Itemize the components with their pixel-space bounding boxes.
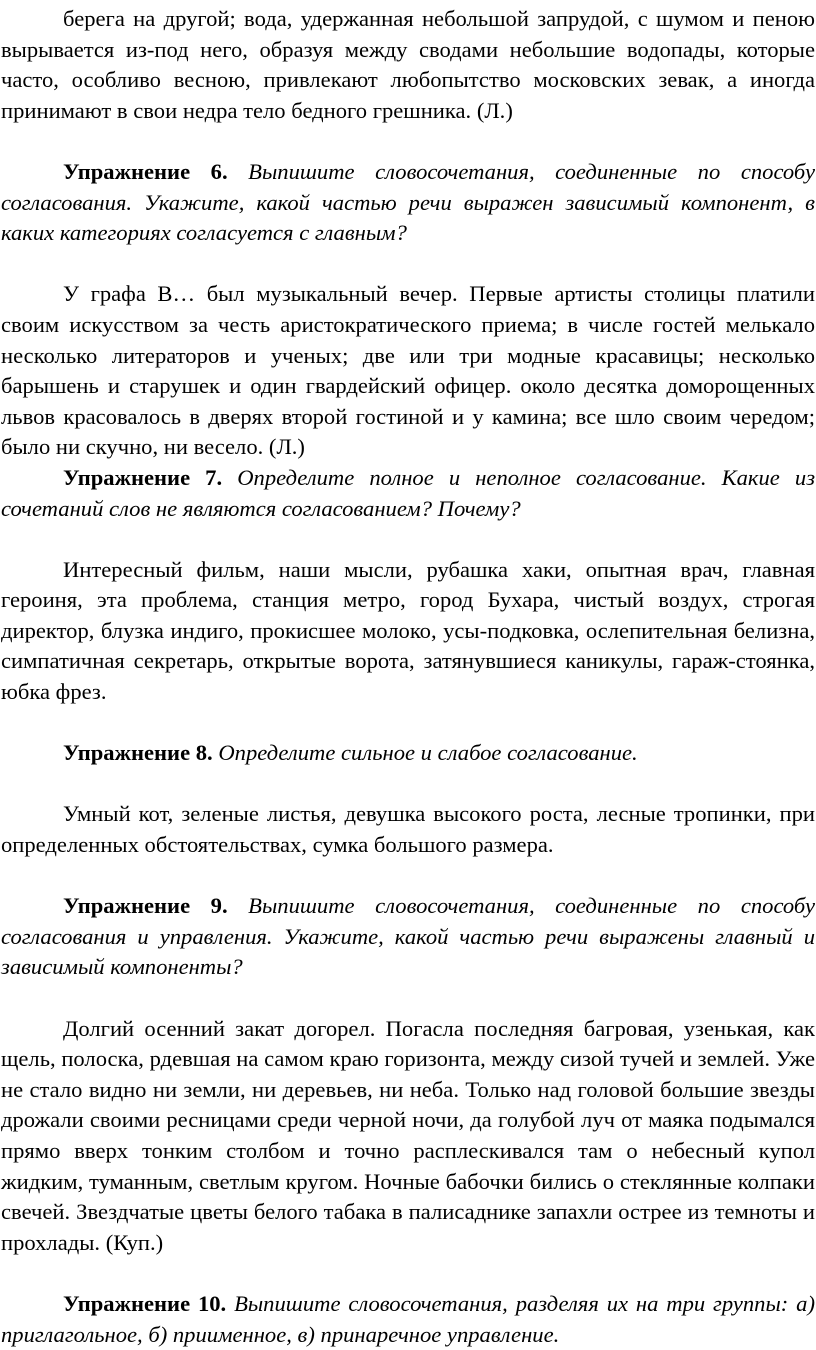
paragraph-gap bbox=[1, 769, 815, 800]
exercise-9-task: Выпишите словосочетания, соединенные по способу согласования и управления. Укажите, какой частью речи выражены главный и зависимый компоненты? bbox=[1, 893, 815, 980]
exercise-6 bbox=[1, 157, 815, 249]
exercise-7-task: Определите полное и неполное согласование. Какие из сочетаний слов не являются согласованием? Почему? bbox=[1, 464, 816, 521]
exercise-10 bbox=[1, 1289, 815, 1350]
paragraph-gap bbox=[1, 861, 815, 892]
exercise-6-title: Упражнение 6. bbox=[63, 158, 249, 184]
exercise-6-task: Выпишите словосочетания, соединенные по способу согласования. Укажите, какой частью речи выражен зависимый компонент, в каких категориях согласуется с главным? bbox=[1, 158, 815, 246]
exercise-10-title: Упражнение 10. bbox=[63, 1290, 235, 1316]
exercise-7-title: Упражнение 7. bbox=[63, 464, 238, 490]
paragraph-gap bbox=[1, 983, 815, 1014]
paragraph-continuation: берега на другой; вода, удержанная небольшой запрудой, с шумом и пеною вырывается из-под него, образуя между сводами небольшие водопады, которые часто, особливо весною, привлекают любопытство московских зевак, а иногда принимают в свои недра тело бедного грешника. (Л.) bbox=[1, 6, 815, 123]
paragraph-gap bbox=[1, 126, 815, 157]
exercise-7 bbox=[1, 463, 815, 524]
exercise-7-text: Интересный фильм, наши мысли, рубашка хаки, опытная врач, главная героиня, эта проблема, станция метро, город Бухара, чистый воздух, строгая директор, блузка индиго, прокисшее молоко, усы-подковка, ослепительная белизна, симпатичная секретарь, открытые ворота, затянувшиеся каникулы, гараж-стоянка, юбка фрез. bbox=[1, 556, 815, 705]
paragraph-gap bbox=[1, 1258, 815, 1289]
exercise-10-task: Выпишите словосочетания, разделяя их на три группы: а) приглагольное, б) приименное, в) принаречное управление. bbox=[1, 1290, 815, 1347]
exercise-6-text: У графа В… был музыкальный вечер. Первые артисты столицы платили своим искусством за честь аристократического приема; в числе гостей мелькало несколько литераторов и ученых; две или три модные красавицы; несколько барышень и старушек и один гвардейский офицер. около десятка доморощенных львов красовалось в дверях второй гостиной и у камина; все шло своим чередом; было ни скучно, ни весело. (Л.) bbox=[1, 281, 815, 460]
exercise-9-text: Долгий осенний закат догорел. Погасла последняя багровая, узенькая, как щель, полоска, рдевшая на самом краю горизонта, между сизой тучей и землей. Уже не стало видно ни земли, ни деревьев, ни неба. Только над головой большие звезды дрожали своими ресницами среди черной ночи, да голубой луч от маяка подымался прямо вверх тонким столбом и точно расплескивался там о небесный купол жидким, туманным, светлым кругом. Ночные бабочки бились о стеклянные колпаки свечей. Звездчатые цветы белого табака в палисаднике запахли острее из темноты и прохлады. (Куп.) bbox=[1, 1015, 815, 1255]
paragraph-gap bbox=[1, 249, 815, 280]
exercise-8-title: Упражнение 8. bbox=[63, 740, 219, 766]
exercise-8-text: Умный кот, зеленые листья, девушка высокого роста, лесные тропинки, при определенных обстоятельствах, сумка большого размера. bbox=[1, 801, 815, 858]
paragraph-gap bbox=[1, 524, 815, 555]
exercise-8 bbox=[1, 738, 815, 769]
exercise-9 bbox=[1, 891, 815, 983]
paragraph-gap bbox=[1, 708, 815, 739]
exercise-8-task: Определите сильное и слабое согласование. bbox=[218, 740, 638, 766]
exercise-9-title: Упражнение 9. bbox=[63, 893, 249, 919]
